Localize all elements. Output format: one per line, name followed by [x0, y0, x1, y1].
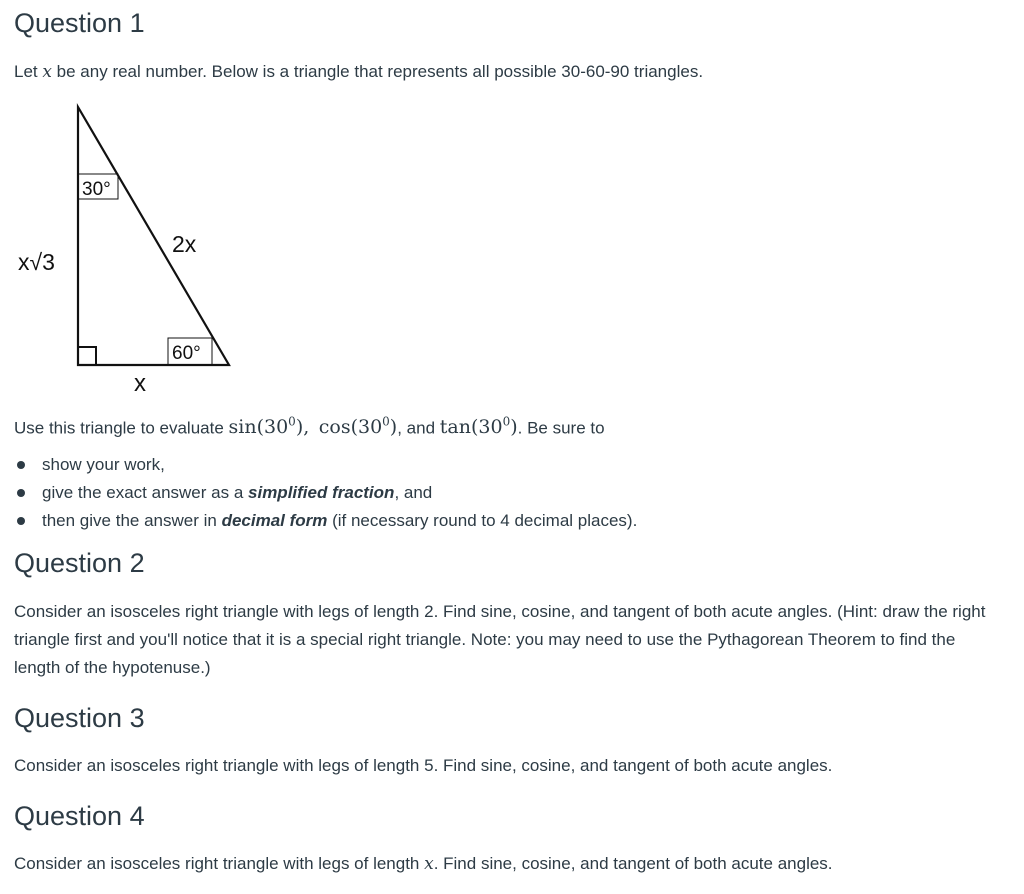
hypotenuse-label: 2x [172, 231, 197, 257]
bullet-icon [17, 489, 25, 497]
instructions-text-start: Use this triangle to evaluate [14, 418, 229, 438]
sin-close: ) [295, 416, 304, 439]
math-variable-x: x [424, 854, 434, 874]
bullet-2-emphasis: simplified fraction [248, 483, 395, 502]
math-sin-30 [229, 416, 310, 438]
bullet-3-text-end: (if necessary round to 4 decimal places). [327, 511, 638, 530]
math-variable-x: x [42, 62, 52, 82]
bullet-icon [17, 461, 25, 469]
bullet-3-emphasis: decimal form [221, 511, 328, 530]
q4-text-start: Consider an isosceles right triangle with legs of length [14, 854, 425, 873]
instruction-list [14, 451, 994, 535]
tan-expr: tan(30 [439, 416, 503, 439]
cos-superscript: 0 [382, 415, 390, 429]
question-2-title: Question 2 [14, 548, 145, 578]
question-3-title: Question 3 [14, 703, 145, 733]
intro-text-end: be any real number. Below is a triangle that represents all possible 30-60-90 triangles. [51, 62, 704, 81]
question-1-intro [14, 58, 703, 86]
right-angle-marker [78, 347, 96, 365]
q4-text-end: . Find sine, cosine, and tangent of both acute angles. [433, 854, 833, 873]
bullet-icon [17, 517, 25, 525]
bullet-2-text-end: , and [394, 483, 433, 502]
list-item [14, 507, 994, 535]
instructions-text-end: . Be sure to [517, 418, 605, 438]
math-cos-30 [319, 416, 397, 438]
triangle-shape [78, 107, 229, 365]
tan-close: ) [510, 416, 518, 439]
question-4-title: Question 4 [14, 801, 145, 831]
question-4-text [14, 850, 833, 878]
triangle-figure [14, 100, 254, 400]
sin-expr: sin(30 [228, 416, 289, 439]
angle-60-label: 60° [172, 343, 201, 364]
cos-expr: cos(30 [318, 416, 383, 439]
list-item [14, 451, 994, 479]
cos-close: ) [389, 416, 398, 439]
intro-text-start: Let [14, 62, 43, 81]
question-1-instructions [14, 408, 605, 442]
long-leg-label: x√3 [18, 249, 55, 275]
list-item [14, 479, 994, 507]
tan-superscript: 0 [502, 415, 511, 429]
math-tan-30 [440, 416, 518, 438]
and-text: , and [397, 418, 440, 438]
angle-30-label: 30° [82, 179, 111, 200]
question-3-text: Consider an isosceles right triangle with legs of length 5. Find sine, cosine, and tangent of both acute angles. [14, 756, 833, 775]
sin-comma: , [303, 416, 310, 439]
bullet-3-text-start: then give the answer in [42, 511, 222, 530]
short-leg-label: x [134, 370, 146, 397]
bullet-1-text: show your work, [42, 455, 165, 474]
sin-superscript: 0 [288, 415, 296, 429]
question-1-title: Question 1 [14, 8, 145, 38]
question-2-text: Consider an isosceles right triangle with legs of length 2. Find sine, cosine, and tangent of both acute angles. (Hint: draw the right triangle first and you'll notice that it is a special right triangle. Note: you may need to use the Pythagorean Theorem to find the length of the hypotenuse.) [14, 602, 986, 677]
bullet-2-text-start: give the exact answer as a [42, 483, 249, 502]
